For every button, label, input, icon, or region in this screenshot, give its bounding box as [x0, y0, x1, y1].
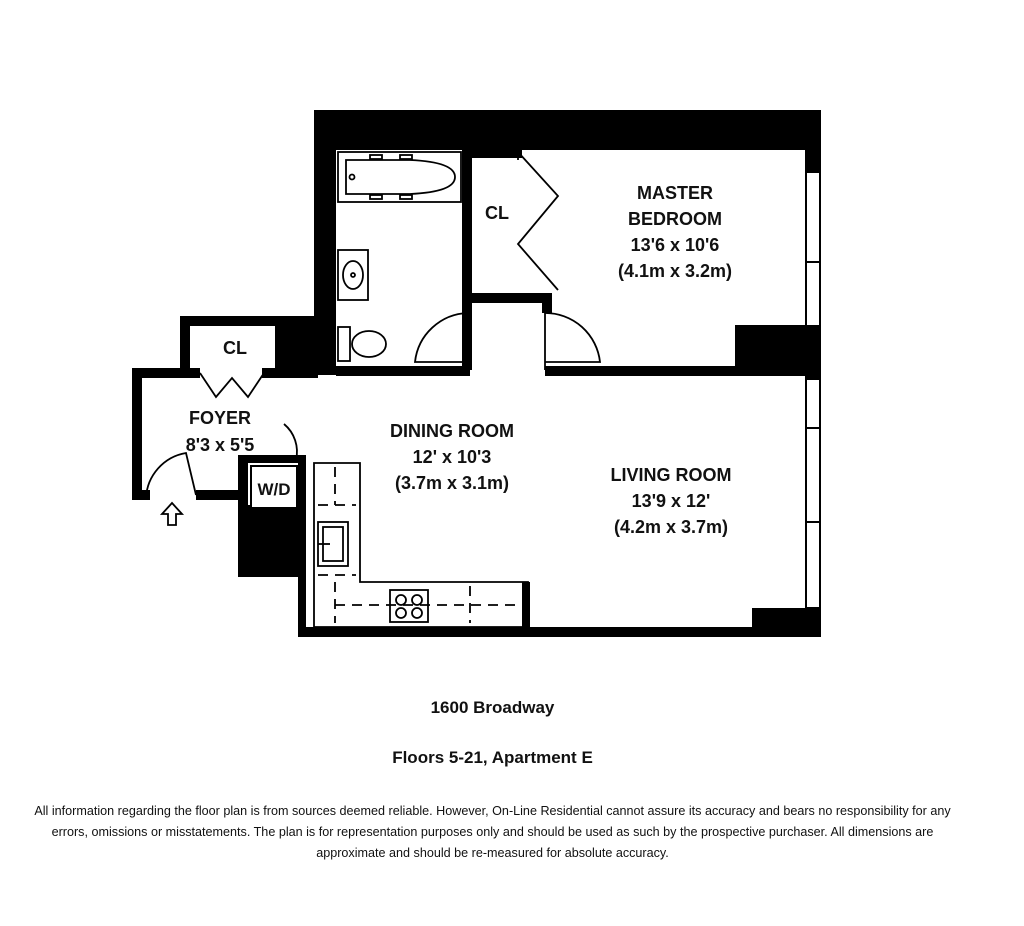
foyer-closet-label: CL — [223, 338, 247, 358]
kitchen-sink-icon — [318, 522, 348, 566]
washer-dryer-label: W/D — [257, 480, 291, 499]
master-bedroom-metric: (4.1m x 3.2m) — [617, 261, 733, 281]
dining-room-metric: (3.7m x 3.1m) — [394, 473, 510, 493]
address-caption: 1600 Broadway — [430, 698, 555, 717]
living-room-metric: (4.2m x 3.7m) — [613, 517, 729, 537]
disclaimer-text: All information regarding the floor plan is from sources deemed reliable. However, On-Line Residential cannot assure its accuracy and bears no responsibility for any errors, omissions or misstatements. The plan is for representation purposes only and should be used as such by the prospective purchaser. All dimensions are approximate and should be re-measured for absolute accuracy. — [34, 804, 951, 860]
windows — [806, 168, 820, 608]
bathtub-icon — [338, 152, 461, 202]
foyer-name: FOYER — [188, 408, 252, 428]
floors-caption: Floors 5-21, Apartment E — [392, 748, 593, 767]
living-room-name: LIVING ROOM — [610, 465, 732, 485]
master-bedroom-name-2: BEDROOM — [628, 209, 722, 229]
foyer-dims: 8'3 x 5'5 — [185, 435, 255, 455]
master-bedroom-dims: 13'6 x 10'6 — [630, 235, 720, 255]
dining-room-name: DINING ROOM — [390, 421, 514, 441]
dining-room-dims: 12' x 10'3 — [412, 447, 492, 467]
bedroom-closet-label: CL — [485, 203, 509, 223]
master-bedroom-name-1: MASTER — [637, 183, 713, 203]
bathroom-sink-icon — [338, 250, 368, 300]
walls — [132, 110, 821, 637]
stove-icon — [390, 590, 428, 622]
living-room-dims: 13'9 x 12' — [631, 491, 711, 511]
toilet-icon — [338, 327, 386, 361]
closet-doors-icon — [518, 150, 558, 290]
door-swings — [146, 313, 600, 498]
entry-arrow-icon — [162, 503, 182, 525]
washer-dryer — [251, 466, 297, 508]
